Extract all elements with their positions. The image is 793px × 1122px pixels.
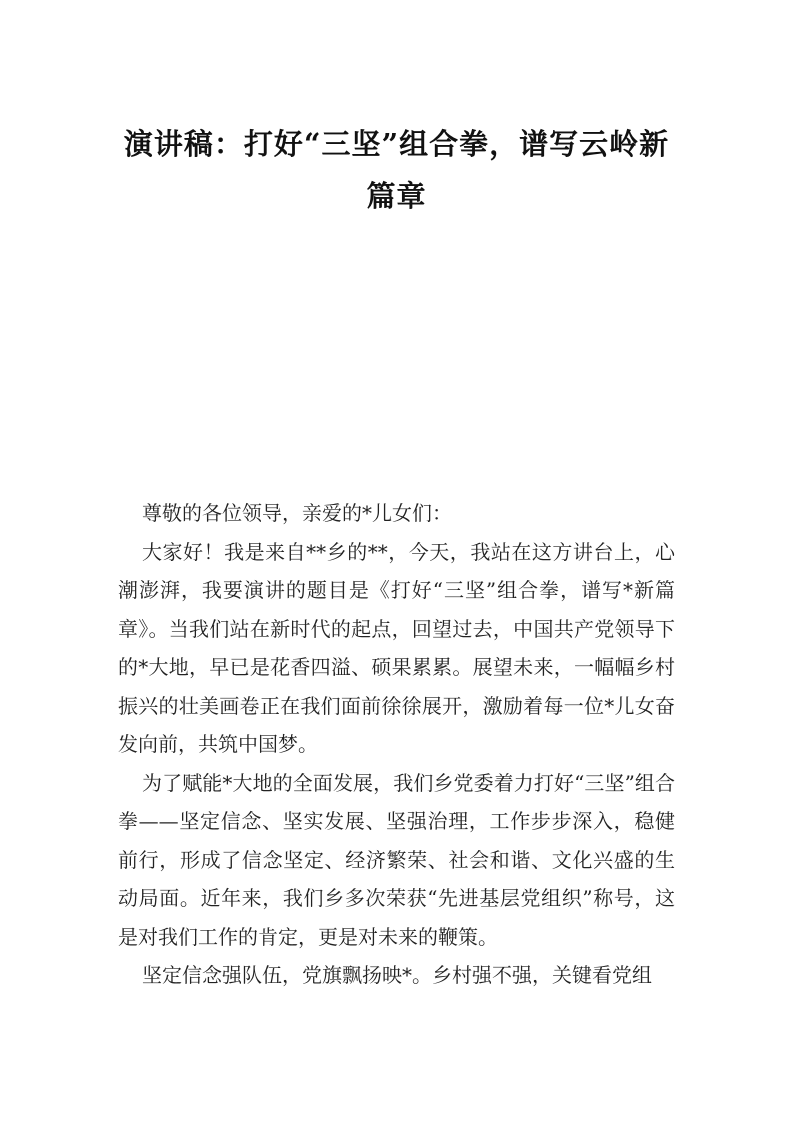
salutation-paragraph: 尊敬的各位领导，亲爱的*儿女们： [142, 501, 452, 525]
document-body [118, 494, 675, 995]
document-title: 演讲稿：打好“三坚”组合拳，谱写云岭新篇章 [123, 127, 670, 213]
body-paragraph: 为了赋能*大地的全面发展，我们乡党委着力打好“三坚”组合拳——坚定信念、坚实发展、坚强治理，工作步步深入，稳健前行，形成了信念坚定、经济繁荣、社会和谐、文化兴盛的生动局面。近年来，我们乡多次荣获“先进基层党组织”称号，这是对我们工作的肯定，更是对未来的鞭策。 [118, 770, 675, 949]
body-paragraph: 大家好！我是来自**乡的**，今天，我站在这方讲台上，心潮澎湃，我要演讲的题目是《打好“三坚”组合拳，谱写*新篇章》。当我们站在新时代的起点，回望过去，中国共产党领导下的*大地，早已是花香四溢、硕果累累。展望未来，一幅幅乡村振兴的壮美画卷正在我们面前徐徐展开，激励着每一位*儿女奋发向前，共筑中国梦。 [118, 539, 675, 756]
body-paragraph: 坚定信念强队伍，党旗飘扬映*。乡村强不强，关键看党组 [142, 963, 652, 987]
